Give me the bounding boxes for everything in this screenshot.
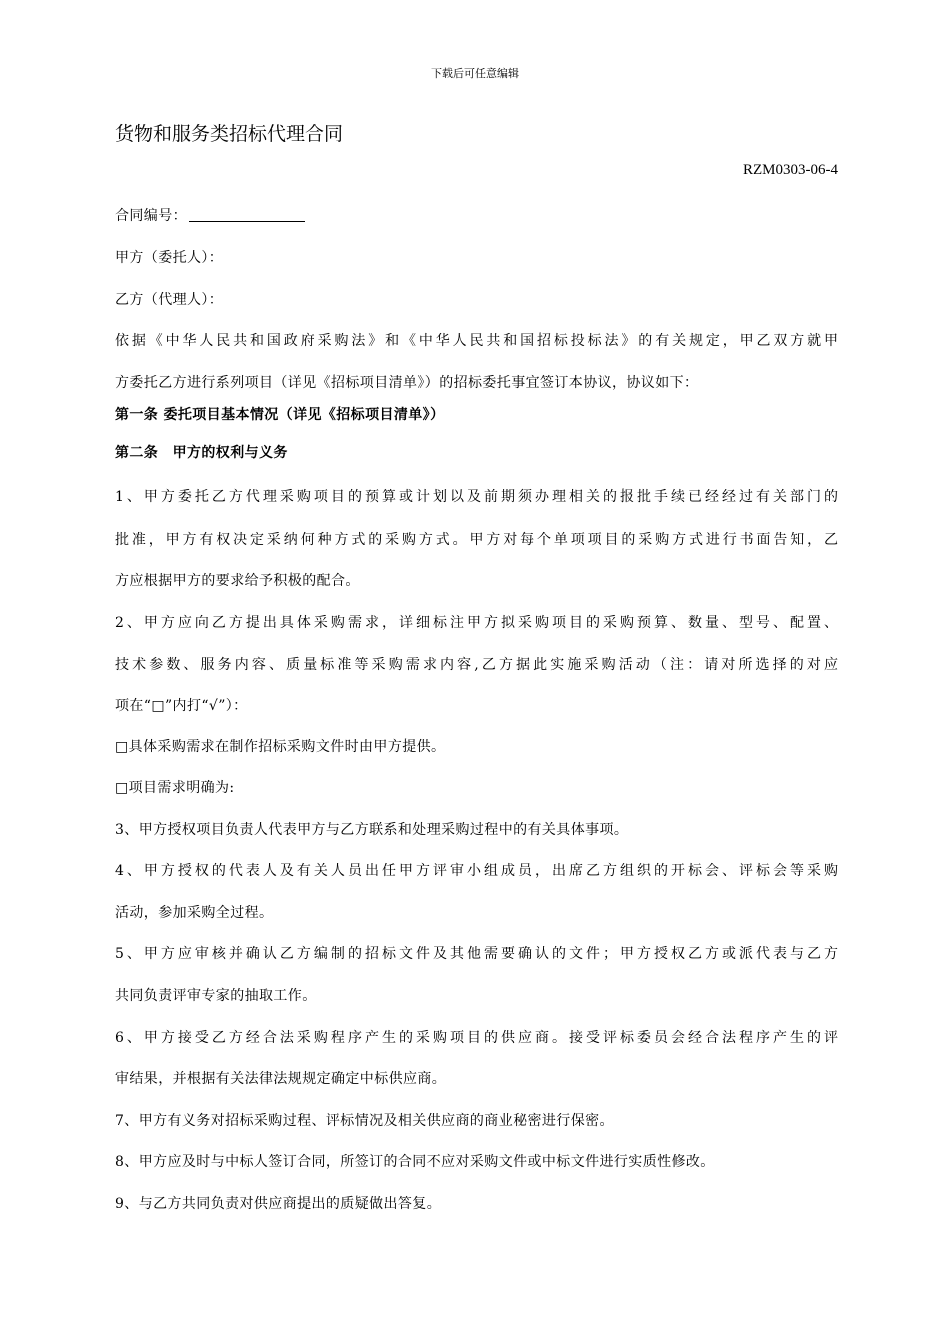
clause-7-line: 7、甲方有义务对招标采购过程、评标情况及相关供应商的商业秘密进行保密。 <box>115 1113 614 1129</box>
intro-line: 方委托乙方进行系列项目（详见《招标项目清单》）的招标委托事宜签订本协议，协议如下： <box>115 375 699 391</box>
article-1-heading: 第一条 委托项目基本情况（详见《招标项目清单》） <box>115 407 445 423</box>
clause-1-line: 1、甲方委托乙方代理采购项目的预算或计划以及前期须办理相关的报批手续已经经过有关部门的 <box>115 489 838 505</box>
clause-9-line: 9、与乙方共同负责对供应商提出的质疑做出答复。 <box>115 1196 442 1212</box>
document-code: RZM0303-06-4 <box>743 162 838 178</box>
clause-6-line: 审结果，并根据有关法律法规规定确定中标供应商。 <box>115 1071 447 1087</box>
contract-number-line <box>115 205 838 226</box>
clause-6-line: 6、甲方接受乙方经合法采购程序产生的采购项目的供应商。接受评标委员会经合法程序产生的评 <box>115 1030 838 1046</box>
clause-1-line: 方应根据甲方的要求给予积极的配合。 <box>115 573 360 589</box>
clause-1-line: 批准，甲方有权决定采纳何种方式的采购方式。甲方对每个单项项目的采购方式进行书面告知，乙 <box>115 532 838 548</box>
intro-line: 依据《中华人民共和国政府采购法》和《中华人民共和国招标投标法》的有关规定，甲乙双方就甲 <box>115 333 838 349</box>
clause-2-line: 技术参数、服务内容、质量标准等采购需求内容,乙方据此实施采购活动（注：请对所选择的对应 <box>115 657 838 673</box>
clause-2-line: 2、甲方应向乙方提出具体采购需求，详细标注甲方拟采购项目的采购预算、数量、型号、配置、 <box>115 615 838 631</box>
contract-number-label: 合同编号： <box>115 208 187 224</box>
clause-3-line: 3、甲方授权项目负责人代表甲方与乙方联系和处理采购过程中的有关具体事项。 <box>115 822 629 838</box>
clause-8-line: 8、甲方应及时与中标人签订合同，所签订的合同不应对采购文件或中标文件进行实质性修改。 <box>115 1154 715 1170</box>
document-title: 货物和服务类招标代理合同 <box>115 123 344 145</box>
option-checkbox-2: □项目需求明确为: <box>115 780 235 796</box>
option-checkbox-1: □具体采购需求在制作招标采购文件时由甲方提供。 <box>115 739 446 755</box>
article-2-heading: 第二条 甲方的权利与义务 <box>115 445 288 461</box>
clause-2-line: 项在“□”内打“√”）： <box>115 698 248 714</box>
party-a-line: 甲方（委托人）： <box>115 250 224 266</box>
clause-5-line: 5、甲方应审核并确认乙方编制的招标文件及其他需要确认的文件；甲方授权乙方或派代表与乙方 <box>115 946 838 962</box>
clause-5-line: 共同负责评审专家的抽取工作。 <box>115 988 317 1004</box>
clause-4-line: 4、甲方授权的代表人及有关人员出任甲方评审小组成员，出席乙方组织的开标会、评标会等采购 <box>115 863 838 879</box>
clause-4-line: 活动，参加采购全过程。 <box>115 905 274 921</box>
contract-number-blank <box>189 205 305 222</box>
party-b-line: 乙方（代理人）： <box>115 292 224 308</box>
header-note: 下载后可任意编辑 <box>431 67 519 80</box>
